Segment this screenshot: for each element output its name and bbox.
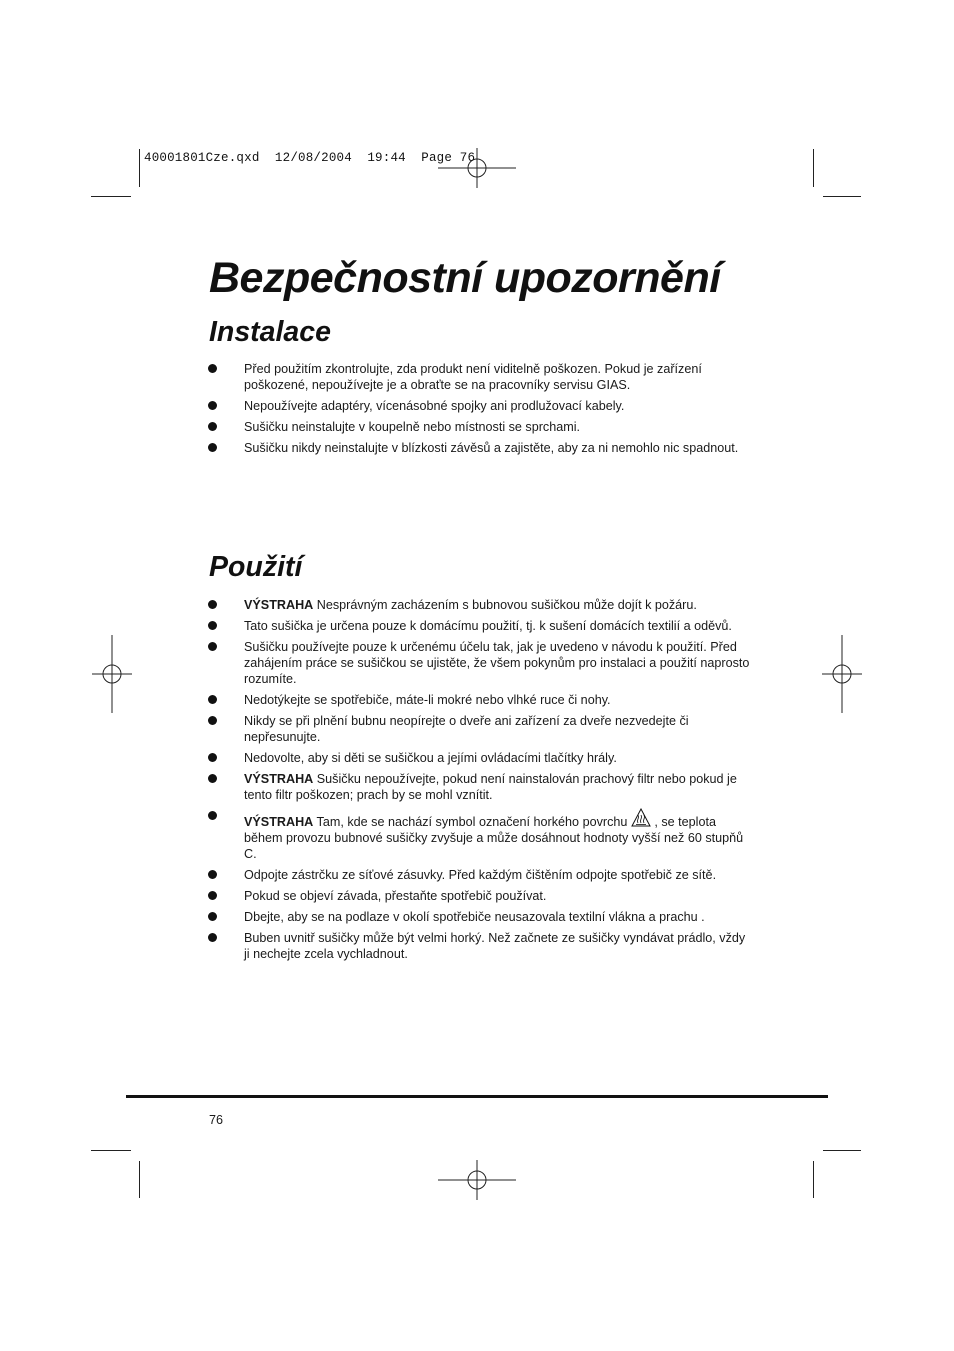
crop-mark [91, 196, 131, 197]
list-item-text: Nedotýkejte se spotřebiče, máte-li mokré nebo vlhké ruce či nohy. [244, 693, 611, 707]
registration-mark-icon [92, 635, 132, 713]
registration-mark-icon [822, 635, 862, 713]
crop-mark [823, 196, 861, 197]
bullet-icon [208, 870, 217, 879]
crop-mark [139, 1161, 140, 1198]
bullet-icon [208, 422, 217, 431]
list-item-text-continued: , se teplota během provozu bubnové sušičky zvyšuje a může dosáhnout hodnoty vyšší než 60 stupňů C. [244, 815, 744, 861]
section-heading-usage: Použití [209, 551, 303, 583]
list-item-text: Sušičku používejte pouze k určenému účelu tak, jak je uvedeno v návodu k použití. Před zahájením práce se sušičkou se ujistěte, že všem pokynům pro instalaci a použití naprosto rozumíte. [244, 640, 750, 686]
list-item-text: Nepoužívejte adaptéry, vícenásobné spojky ani prodlužovací kabely. [244, 399, 625, 413]
bullet-icon [208, 443, 217, 452]
crop-mark [139, 149, 140, 187]
list-item-text: Odpojte zástrčku ze síťové zásuvky. Před každým čištěním odpojte spotřebič ze sítě. [244, 868, 717, 882]
bullet-icon [208, 774, 217, 783]
bullet-icon [208, 695, 217, 704]
list-item-text: Nikdy se při plnění bubnu neopírejte o dveře ani zařízení za dveře nezvedejte či nepřesunujte. [244, 714, 689, 744]
list-item-text: Tato sušička je určena pouze k domácímu použití, tj. k sušení domácích textilií a oděvů. [244, 619, 732, 633]
bullet-icon [208, 753, 217, 762]
list-item [205, 750, 750, 766]
list-item [205, 930, 750, 962]
list-item [205, 888, 750, 904]
list-item-text: Sušičku nikdy neinstalujte v blízkosti závěsů a zajistěte, aby za ni nemohlo nic spadnout. [244, 441, 739, 455]
list-item [205, 398, 750, 414]
section-heading-installation: Instalace [209, 316, 331, 348]
list-item [205, 713, 750, 745]
crop-mark [813, 149, 814, 187]
list-item [205, 440, 750, 456]
list-item-text: Pokud se objeví závada, přestaňte spotřebič používat. [244, 889, 547, 903]
list-item [205, 618, 750, 634]
warning-label: VÝSTRAHA [244, 815, 314, 829]
crop-mark [823, 1150, 861, 1151]
list-item [205, 909, 750, 925]
list-item-text: Nedovolte, aby si děti se sušičkou a jejími ovládacími tlačítky hrály. [244, 751, 617, 765]
bullet-icon [208, 716, 217, 725]
warning-label: VÝSTRAHA [244, 772, 314, 786]
page-number: 76 [209, 1113, 224, 1127]
list-item-text: Nesprávným zacházením s bubnovou sušičkou může dojít k požáru. [313, 598, 697, 612]
list-item [205, 692, 750, 708]
list-item [205, 419, 750, 435]
usage-list [205, 597, 750, 967]
crop-mark [91, 1150, 131, 1151]
installation-list [205, 361, 750, 461]
bullet-icon [208, 933, 217, 942]
hot-surface-warning-icon [631, 808, 651, 828]
bullet-icon [208, 811, 217, 820]
list-item-text: Dbejte, aby se na podlaze v okolí spotřebiče neusazovala textilní vlákna a prachu . [244, 910, 705, 924]
bullet-icon [208, 642, 217, 651]
list-item-text: Sušičku nepoužívejte, pokud není nainstalován prachový filtr nebo pokud je tento filtr poškozen; prach by se mohl vznítit. [244, 772, 737, 802]
list-item-text: Před použitím zkontrolujte, zda produkt není viditelně poškozen. Pokud je zařízení poškozené, nepoužívejte je a obraťte se na pracovníky servisu GIAS. [244, 362, 702, 392]
print-slug-line: 40001801Cze.qxd 12/08/2004 19:44 Page 76 [144, 151, 476, 165]
bullet-icon [208, 621, 217, 630]
list-item [205, 808, 750, 862]
bullet-icon [208, 401, 217, 410]
list-item-text: Buben uvnitř sušičky může být velmi horký. Než začnete ze sušičky vyndávat prádlo, vždy ji nechejte zcela vychladnout. [244, 931, 746, 961]
crop-mark [813, 1161, 814, 1198]
footer-rule [126, 1095, 828, 1098]
warning-label: VÝSTRAHA [244, 598, 314, 612]
bullet-icon [208, 891, 217, 900]
bullet-icon [208, 364, 217, 373]
bullet-icon [208, 600, 217, 609]
list-item [205, 771, 750, 803]
registration-mark-icon [438, 1160, 516, 1200]
bullet-icon [208, 912, 217, 921]
list-item [205, 639, 750, 687]
list-item [205, 361, 750, 393]
list-item [205, 597, 750, 613]
list-item-text: Tam, kde se nachází symbol označení horkého povrchu [313, 815, 628, 829]
list-item-text: Sušičku neinstalujte v koupelně nebo místnosti se sprchami. [244, 420, 581, 434]
list-item [205, 867, 750, 883]
page-title: Bezpečnostní upozornění [209, 254, 721, 302]
